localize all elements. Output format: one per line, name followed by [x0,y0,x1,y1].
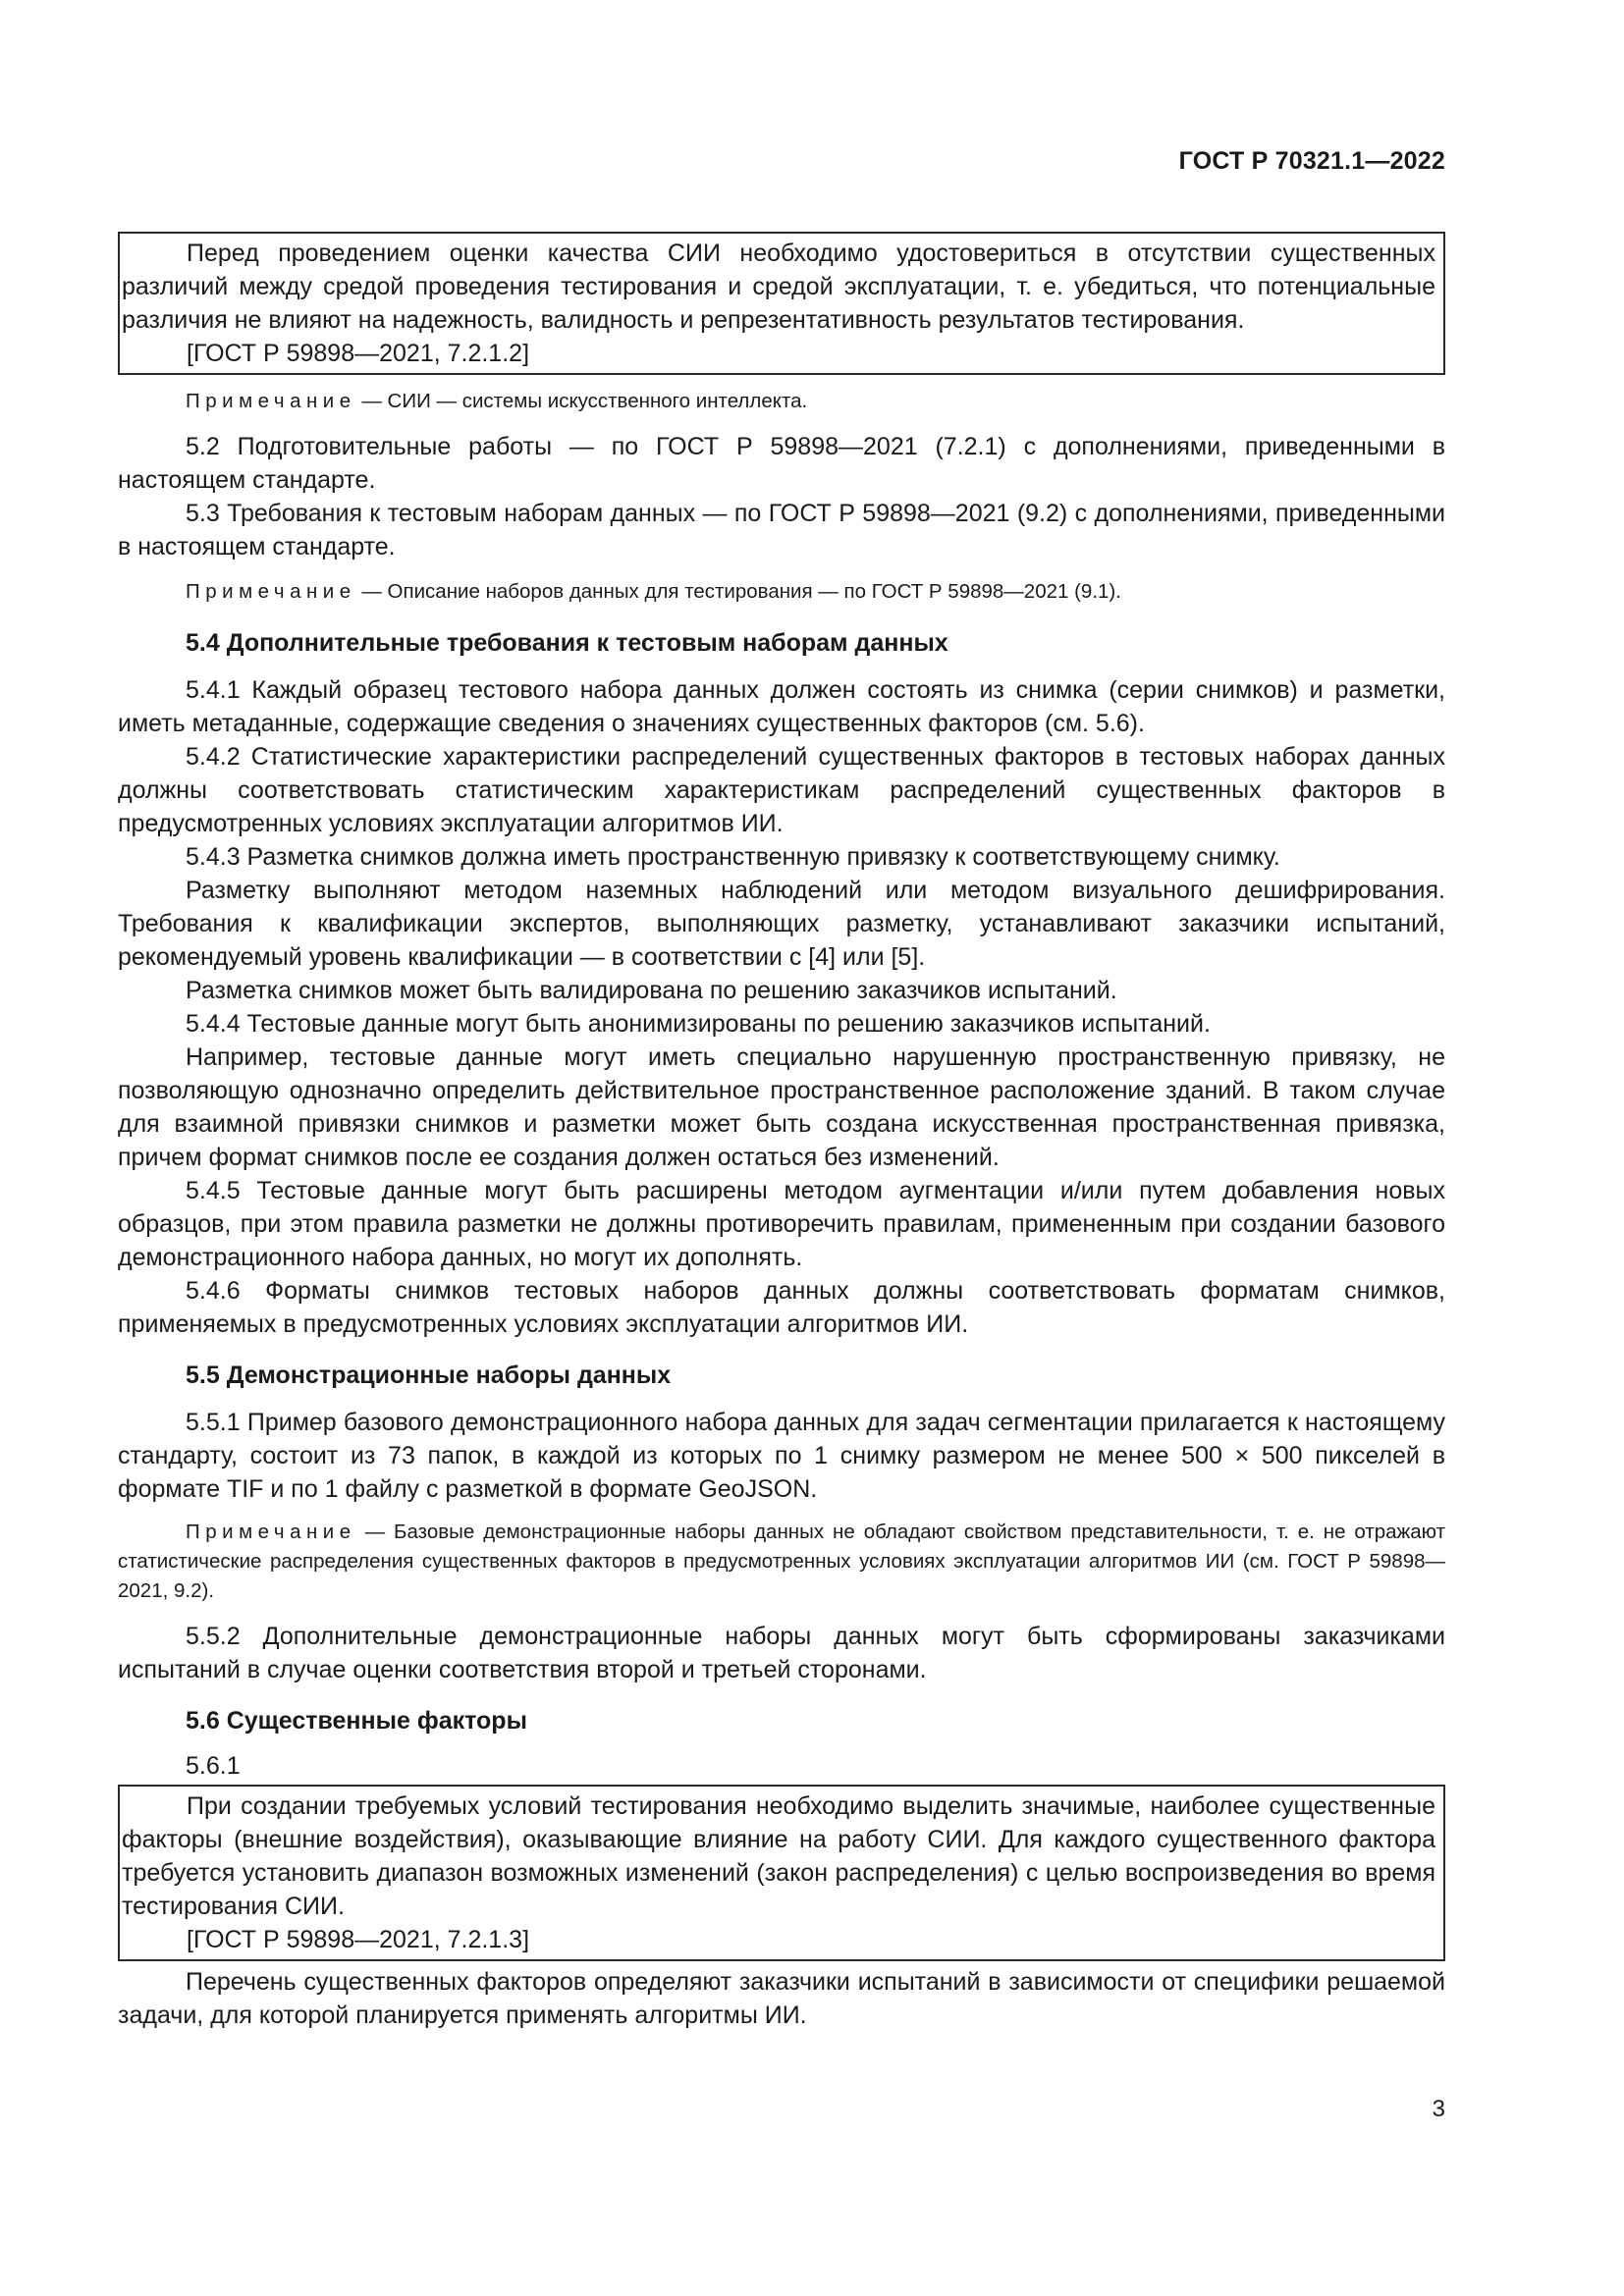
note [118,1518,1445,1606]
page-body [118,232,1445,2032]
section-heading-5-5: 5.5 Демонстрационные наборы данных [186,1362,672,1389]
note [118,577,1445,607]
paragraph-5-4-4: 5.4.4 Тестовые данные могут быть анонимизированы по решению заказчиков испытаний. [186,1010,1211,1038]
note-text: — СИИ — системы искусственного интеллекта. [355,390,808,412]
note-label: Примечание [186,390,356,412]
paragraph-5-4-4-example: Например, тестовые данные могут иметь специально нарушенную пространственную привязку, не позволяющую однозначно определить действительное пространственное расположение зданий. В таком случае для взаимной привязки снимков и разметки может быть создана искусственная пространственная привязка, причем формат снимков после ее создания должен остаться без изменений. [118,1043,1445,1171]
note-label: Примечание [186,1521,356,1543]
document-code-header: ГОСТ Р 70321.1—2022 [1178,147,1445,175]
note-label: Примечание [186,580,356,603]
note [118,387,1445,416]
quote-text: Перед проведением оценки качества СИИ необходимо удостовериться в отсутствии существенных различий между средой проведения тестирования и средой эксплуатации, т. е. убедиться, что потенциальные различия не влияют на надежность, валидность и репрезентативность результатов тестирования. [122,240,1435,334]
note-text: — Описание наборов данных для тестирования — по ГОСТ Р 59898—2021 (9.1). [355,580,1121,603]
quote-reference: [ГОСТ Р 59898—2021, 7.2.1.2] [187,340,530,367]
paragraph-5-4-3: 5.4.3 Разметка снимков должна иметь пространственную привязку к соответствующему снимку. [186,843,1280,871]
page-number: 3 [1432,2096,1445,2122]
paragraph-5-5-2: 5.5.2 Дополнительные демонстрационные наборы данных могут быть сформированы заказчиками испытаний в случае оценки соответствия второй и третьей сторонами. [118,1623,1445,1683]
paragraph-5-3: 5.3 Требования к тестовым наборам данных — по ГОСТ Р 59898—2021 (9.2) с дополнениями, приведенными в настоящем стандарте. [118,500,1445,561]
paragraph-5-4-5: 5.4.5 Тестовые данные могут быть расширены методом аугментации и/или путем добавления новых образцов, при этом правила разметки не должны противоречить правилам, примененным при создании базового демонстрационного набора данных, но могут их дополнять. [118,1177,1445,1271]
paragraph-5-5-1: 5.5.1 Пример базового демонстрационного набора данных для задач сегментации прилагается к настоящему стандарту, состоит из 73 папок, в каждой из которых по 1 снимку размером не менее 500 × 500 пикселей в формате TIF и по 1 файлу с разметкой в формате GeoJSON. [118,1409,1445,1503]
quoted-requirement-box [118,232,1445,375]
paragraph-5-4-2: 5.4.2 Статистические характеристики распределений существенных факторов в тестовых наборах данных должны соответствовать статистическим характеристикам распределений существенных факторов в предусмотренных условиях эксплуатации алгоритмов ИИ. [118,743,1445,837]
paragraph-5-6-1-factors: Перечень существенных факторов определяют заказчики испытаний в зависимости от специфики решаемой задачи, для которой планируется применять алгоритмы ИИ. [118,1968,1445,2029]
note-text: — Базовые демонстрационные наборы данных не обладают свойством представительности, т. е. не отражают статистические распределения существенных факторов в предусмотренных условиях эксплуатации алгоритмов ИИ (см. ГОСТ Р 59898—2021, 9.2). [118,1521,1445,1602]
section-heading-5-4: 5.4 Дополнительные требования к тестовым наборам данных [186,629,948,657]
paragraph-5-4-1: 5.4.1 Каждый образец тестового набора данных должен состоять из снимка (серии снимков) и разметки, иметь метаданные, содержащие сведения о значениях существенных факторов (см. 5.6). [118,676,1445,737]
paragraph-5-6-1-number: 5.6.1 [186,1752,241,1780]
paragraph-5-4-6: 5.4.6 Форматы снимков тестовых наборов данных должны соответствовать форматам снимков, применяемых в предусмотренных условиях эксплуатации алгоритмов ИИ. [118,1277,1445,1338]
quoted-requirement-box [118,1785,1445,1961]
paragraph-5-4-3-validation: Разметка снимков может быть валидирована по решению заказчиков испытаний. [186,977,1117,1004]
quote-text: При создании требуемых условий тестирования необходимо выделить значимые, наиболее существенные факторы (внешние воздействия), оказывающие влияние на работу СИИ. Для каждого существенного фактора требуется установить диапазон возможных изменений (закон распределения) с целью воспроизведения во время тестирования СИИ. [122,1792,1435,1920]
section-heading-5-6: 5.6 Существенные факторы [186,1707,527,1735]
paragraph-5-4-3-markup: Разметку выполняют методом наземных наблюдений или методом визуального дешифрирования. Требования к квалификации экспертов, выполняющих разметку, устанавливают заказчики испытаний, рекомендуемый уровень квалификации — в соответствии с [4] или [5]. [118,877,1445,971]
quote-reference: [ГОСТ Р 59898—2021, 7.2.1.3] [187,1926,530,1953]
paragraph-5-2: 5.2 Подготовительные работы — по ГОСТ Р 59898—2021 (7.2.1) с дополнениями, приведенными в настоящем стандарте. [118,433,1445,494]
